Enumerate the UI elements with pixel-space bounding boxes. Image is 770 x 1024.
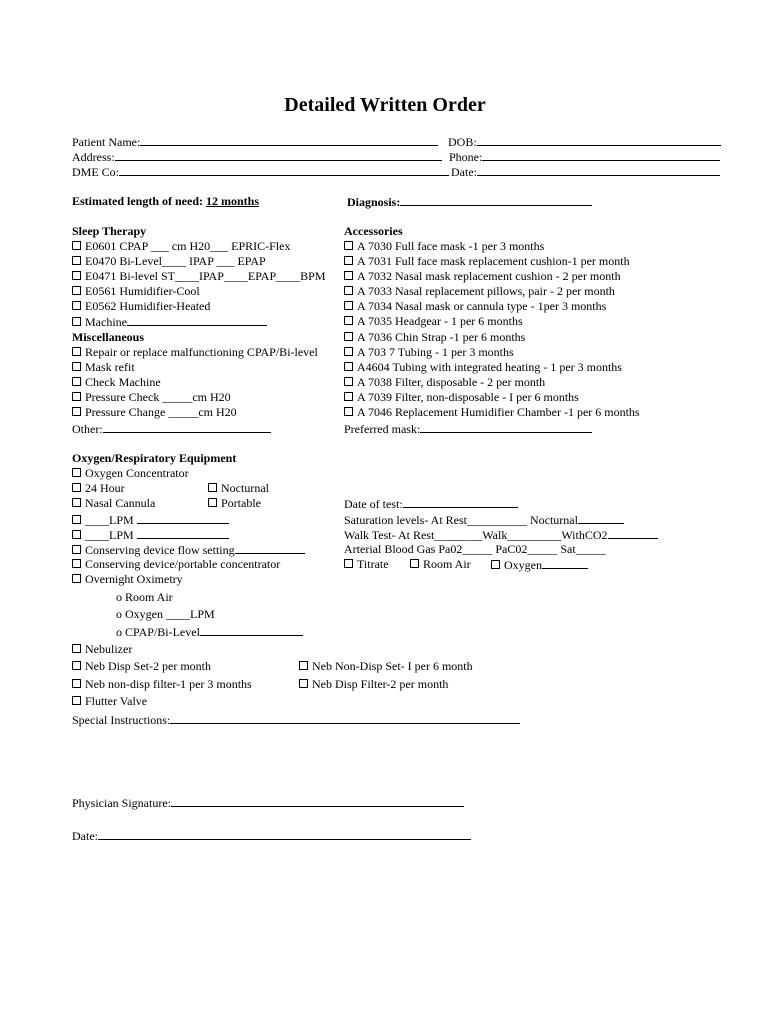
physician-signature-field[interactable]: [72, 795, 464, 811]
checkbox[interactable]: [344, 407, 353, 416]
oximetry-oxygen-lpm[interactable]: o Oxygen ____LPM: [116, 607, 215, 621]
checkbox[interactable]: [410, 559, 419, 568]
page-title: Detailed Written Order: [284, 94, 486, 116]
phone-field[interactable]: [449, 149, 720, 165]
accessory-item[interactable]: [344, 360, 622, 375]
item-label: Oxygen: [504, 558, 542, 572]
patient-name-field[interactable]: [72, 134, 438, 150]
item-label: Mask refit: [85, 360, 135, 374]
checkbox[interactable]: [344, 392, 353, 401]
item-label: E0471 Bi-level ST____IPAP____EPAP____BPM: [85, 269, 326, 283]
checkbox[interactable]: [299, 679, 308, 688]
checkbox[interactable]: [72, 545, 81, 554]
item-label: Flutter Valve: [85, 694, 148, 708]
oxygen-portable[interactable]: [208, 496, 261, 511]
checkbox[interactable]: [72, 679, 81, 688]
checkbox[interactable]: [344, 256, 353, 265]
checkbox[interactable]: [344, 241, 353, 250]
accessory-item[interactable]: [344, 345, 514, 360]
checkbox[interactable]: [72, 362, 81, 371]
misc-other-field[interactable]: [72, 421, 271, 437]
item-label: A4604 Tubing with integrated heating - 1 per 3 months: [357, 360, 622, 374]
misc-item-pressure-change[interactable]: [72, 405, 237, 420]
abg-label: Arterial Blood Gas Pa02_____ PaC02_____ Sat_____: [344, 542, 606, 556]
accessory-item[interactable]: [344, 254, 630, 269]
nebulizer[interactable]: [72, 642, 132, 657]
checkbox[interactable]: [344, 316, 353, 325]
item-label: A 7032 Nasal mask replacement cushion - 2 per month: [357, 269, 621, 283]
item-label: A 7034 Nasal mask or cannula type - 1per 3 months: [357, 299, 607, 313]
accessory-item[interactable]: [344, 330, 525, 345]
checkbox[interactable]: [72, 317, 81, 326]
checkbox[interactable]: [72, 661, 81, 670]
item-label: E0562 Humidifier-Heated: [85, 299, 211, 313]
item-label: Oxygen Concentrator: [85, 466, 189, 480]
date-field[interactable]: [451, 164, 720, 180]
walk-test-label: Walk Test- At Rest________Walk_________WithCO2: [344, 528, 608, 542]
neb-disp-filter[interactable]: [299, 677, 448, 692]
oximetry-cpap-bilevel[interactable]: [116, 624, 303, 640]
item-label: Nasal Cannula: [85, 496, 156, 510]
item-label: A 7031 Full face mask replacement cushion-1 per month: [357, 254, 630, 268]
item-label: Check Machine: [85, 375, 161, 389]
checkbox[interactable]: [299, 661, 308, 670]
item-label: Titrate: [357, 557, 389, 571]
oxygen-lpm-1[interactable]: [72, 512, 229, 528]
date-of-test-field[interactable]: [344, 496, 518, 512]
oxygen-concentrator[interactable]: [72, 466, 189, 481]
checkbox[interactable]: [344, 332, 353, 341]
item-label: Neb non-disp filter-1 per 3 months: [85, 677, 252, 691]
test-titrate[interactable]: [344, 557, 389, 572]
accessory-item[interactable]: [344, 239, 544, 254]
item-label: Overnight Oximetry: [85, 572, 183, 586]
item-label: A 7039 Filter, non-disposable - I per 6 months: [357, 390, 579, 404]
accessory-item[interactable]: [344, 405, 640, 420]
item-label: Pressure Check _____cm H20: [85, 390, 231, 404]
address-field[interactable]: [72, 149, 442, 165]
accessory-item[interactable]: [344, 390, 579, 405]
accessory-item[interactable]: [344, 269, 621, 284]
checkbox[interactable]: [72, 515, 81, 524]
checkbox[interactable]: [344, 559, 353, 568]
item-label: Pressure Change _____cm H20: [85, 405, 237, 419]
sleep-item-e0470[interactable]: [72, 254, 266, 269]
checkbox[interactable]: [72, 256, 81, 265]
sleep-item-e0561[interactable]: [72, 284, 200, 299]
item-label: ____LPM: [85, 528, 134, 542]
sleep-therapy-heading: Sleep Therapy: [72, 224, 147, 238]
checkbox[interactable]: [72, 271, 81, 280]
misc-item-mask-refit[interactable]: [72, 360, 135, 375]
preferred-mask-field[interactable]: [344, 421, 592, 437]
accessory-item[interactable]: [344, 375, 545, 390]
neb-nondisp-filter[interactable]: [72, 677, 252, 692]
date-label: Date:: [451, 165, 477, 179]
special-instructions-label: Special Instructions:: [72, 713, 171, 727]
checkbox[interactable]: [72, 530, 81, 539]
diagnosis-field[interactable]: [347, 194, 592, 210]
item-label: 24 Hour: [85, 481, 125, 495]
item-label: Neb Disp Set-2 per month: [85, 659, 211, 673]
item-label: E0561 Humidifier-Cool: [85, 284, 200, 298]
item-label: o CPAP/Bi-Level: [116, 625, 200, 639]
oxygen-conserving-flow[interactable]: [72, 542, 305, 558]
item-label: Conserving device/portable concentrator: [85, 557, 281, 571]
checkbox[interactable]: [72, 468, 81, 477]
sleep-item-e0471[interactable]: [72, 269, 326, 284]
checkbox[interactable]: [208, 498, 217, 507]
oxygen-nocturnal[interactable]: [208, 481, 269, 496]
item-label: Neb Non-Disp Set- I per 6 month: [312, 659, 473, 673]
special-instructions-field[interactable]: [72, 712, 520, 728]
misc-item-repair[interactable]: [72, 345, 318, 360]
oxygen-nasal-cannula[interactable]: [72, 496, 155, 511]
oxygen-heading: Oxygen/Respiratory Equipment: [72, 451, 237, 465]
dme-co-field[interactable]: [72, 164, 449, 180]
checkbox[interactable]: [344, 301, 353, 310]
item-label: Portable: [221, 496, 261, 510]
item-label: ____LPM: [85, 513, 134, 527]
item-label: E0601 CPAP ___ cm H20___ EPRIC-Flex: [85, 239, 291, 253]
misc-item-check-machine[interactable]: [72, 375, 161, 390]
item-label: A 7033 Nasal replacement pillows, pair - 2 per month: [357, 284, 615, 298]
test-room-air[interactable]: [410, 557, 471, 572]
other-label: Other:: [72, 422, 103, 436]
dob-field[interactable]: [448, 134, 721, 150]
preferred-mask-label: Preferred mask:: [344, 422, 421, 436]
miscellaneous-heading: Miscellaneous: [72, 330, 144, 344]
signature-date-field[interactable]: [72, 828, 471, 844]
checkbox[interactable]: [72, 574, 81, 583]
checkbox[interactable]: [72, 498, 81, 507]
length-of-need-value: 12 months: [206, 194, 260, 208]
neb-nondisp-set[interactable]: [299, 659, 473, 674]
checkbox[interactable]: [72, 301, 81, 310]
walk-test-field[interactable]: [344, 527, 658, 543]
item-label: A 7046 Replacement Humidifier Chamber -1 per 6 months: [357, 405, 640, 419]
physician-signature-label: Physician Signature:: [72, 796, 171, 810]
neb-disp-set[interactable]: [72, 659, 211, 674]
accessory-item[interactable]: [344, 299, 606, 314]
sleep-item-machine[interactable]: [72, 314, 267, 330]
flutter-valve[interactable]: [72, 694, 147, 709]
item-label: Neb Disp Filter-2 per month: [312, 677, 449, 691]
saturation-levels-field[interactable]: [344, 512, 624, 528]
arterial-blood-gas-field[interactable]: [344, 542, 606, 557]
dob-label: DOB:: [448, 135, 477, 149]
oxygen-conserving-portable[interactable]: [72, 557, 280, 572]
checkbox[interactable]: [72, 241, 81, 250]
misc-item-pressure-check[interactable]: [72, 390, 231, 405]
length-of-need-label: Estimated length of need:: [72, 194, 203, 208]
saturation-label: Saturation levels- At Rest__________ Nocturnal: [344, 513, 578, 527]
test-oxygen[interactable]: [491, 557, 588, 573]
sleep-item-e0562[interactable]: [72, 299, 210, 314]
checkbox[interactable]: [344, 377, 353, 386]
accessory-item[interactable]: [344, 284, 615, 299]
checkbox[interactable]: [72, 347, 81, 356]
length-of-need: [72, 194, 259, 209]
checkbox[interactable]: [72, 644, 81, 653]
checkbox[interactable]: [72, 377, 81, 386]
patient-name-label: Patient Name:: [72, 135, 141, 149]
checkbox[interactable]: [72, 696, 81, 705]
oximetry-room-air[interactable]: o Room Air: [116, 590, 173, 604]
item-label: A 7036 Chin Strap -1 per 6 months: [357, 330, 526, 344]
address-label: Address:: [72, 150, 115, 164]
item-label: A 703 7 Tubing - 1 per 3 months: [357, 345, 514, 359]
item-label: Conserving device flow setting: [85, 543, 235, 557]
item-label: Room Air: [423, 557, 471, 571]
item-label: A 7038 Filter, disposable - 2 per month: [357, 375, 546, 389]
oxygen-24-hour[interactable]: [72, 481, 125, 496]
oxygen-lpm-2[interactable]: [72, 527, 229, 543]
item-label: E0470 Bi-Level____ IPAP ___ EPAP: [85, 254, 266, 268]
checkbox[interactable]: [344, 347, 353, 356]
checkbox[interactable]: [344, 271, 353, 280]
signature-date-label: Date:: [72, 829, 98, 843]
checkbox[interactable]: [72, 286, 81, 295]
accessory-item[interactable]: [344, 314, 523, 329]
checkbox[interactable]: [208, 483, 217, 492]
item-label: Repair or replace malfunctioning CPAP/Bi-level: [85, 345, 318, 359]
date-of-test-label: Date of test:: [344, 497, 403, 511]
item-label: A 7035 Headgear - 1 per 6 months: [357, 314, 523, 328]
dme-co-label: DME Co:: [72, 165, 120, 179]
checkbox[interactable]: [491, 560, 500, 569]
item-label: Nocturnal: [221, 481, 269, 495]
item-label: Machine: [85, 315, 127, 329]
oxygen-overnight-oximetry[interactable]: [72, 572, 183, 587]
checkbox[interactable]: [72, 407, 81, 416]
diagnosis-label: Diagnosis:: [347, 195, 401, 209]
checkbox[interactable]: [72, 559, 81, 568]
sleep-item-e0601[interactable]: [72, 239, 290, 254]
checkbox[interactable]: [344, 286, 353, 295]
item-label: A 7030 Full face mask -1 per 3 months: [357, 239, 545, 253]
item-label: Nebulizer: [85, 642, 133, 656]
checkbox[interactable]: [344, 362, 353, 371]
checkbox[interactable]: [72, 392, 81, 401]
accessories-heading: Accessories: [344, 224, 403, 238]
checkbox[interactable]: [72, 483, 81, 492]
phone-label: Phone:: [449, 150, 483, 164]
